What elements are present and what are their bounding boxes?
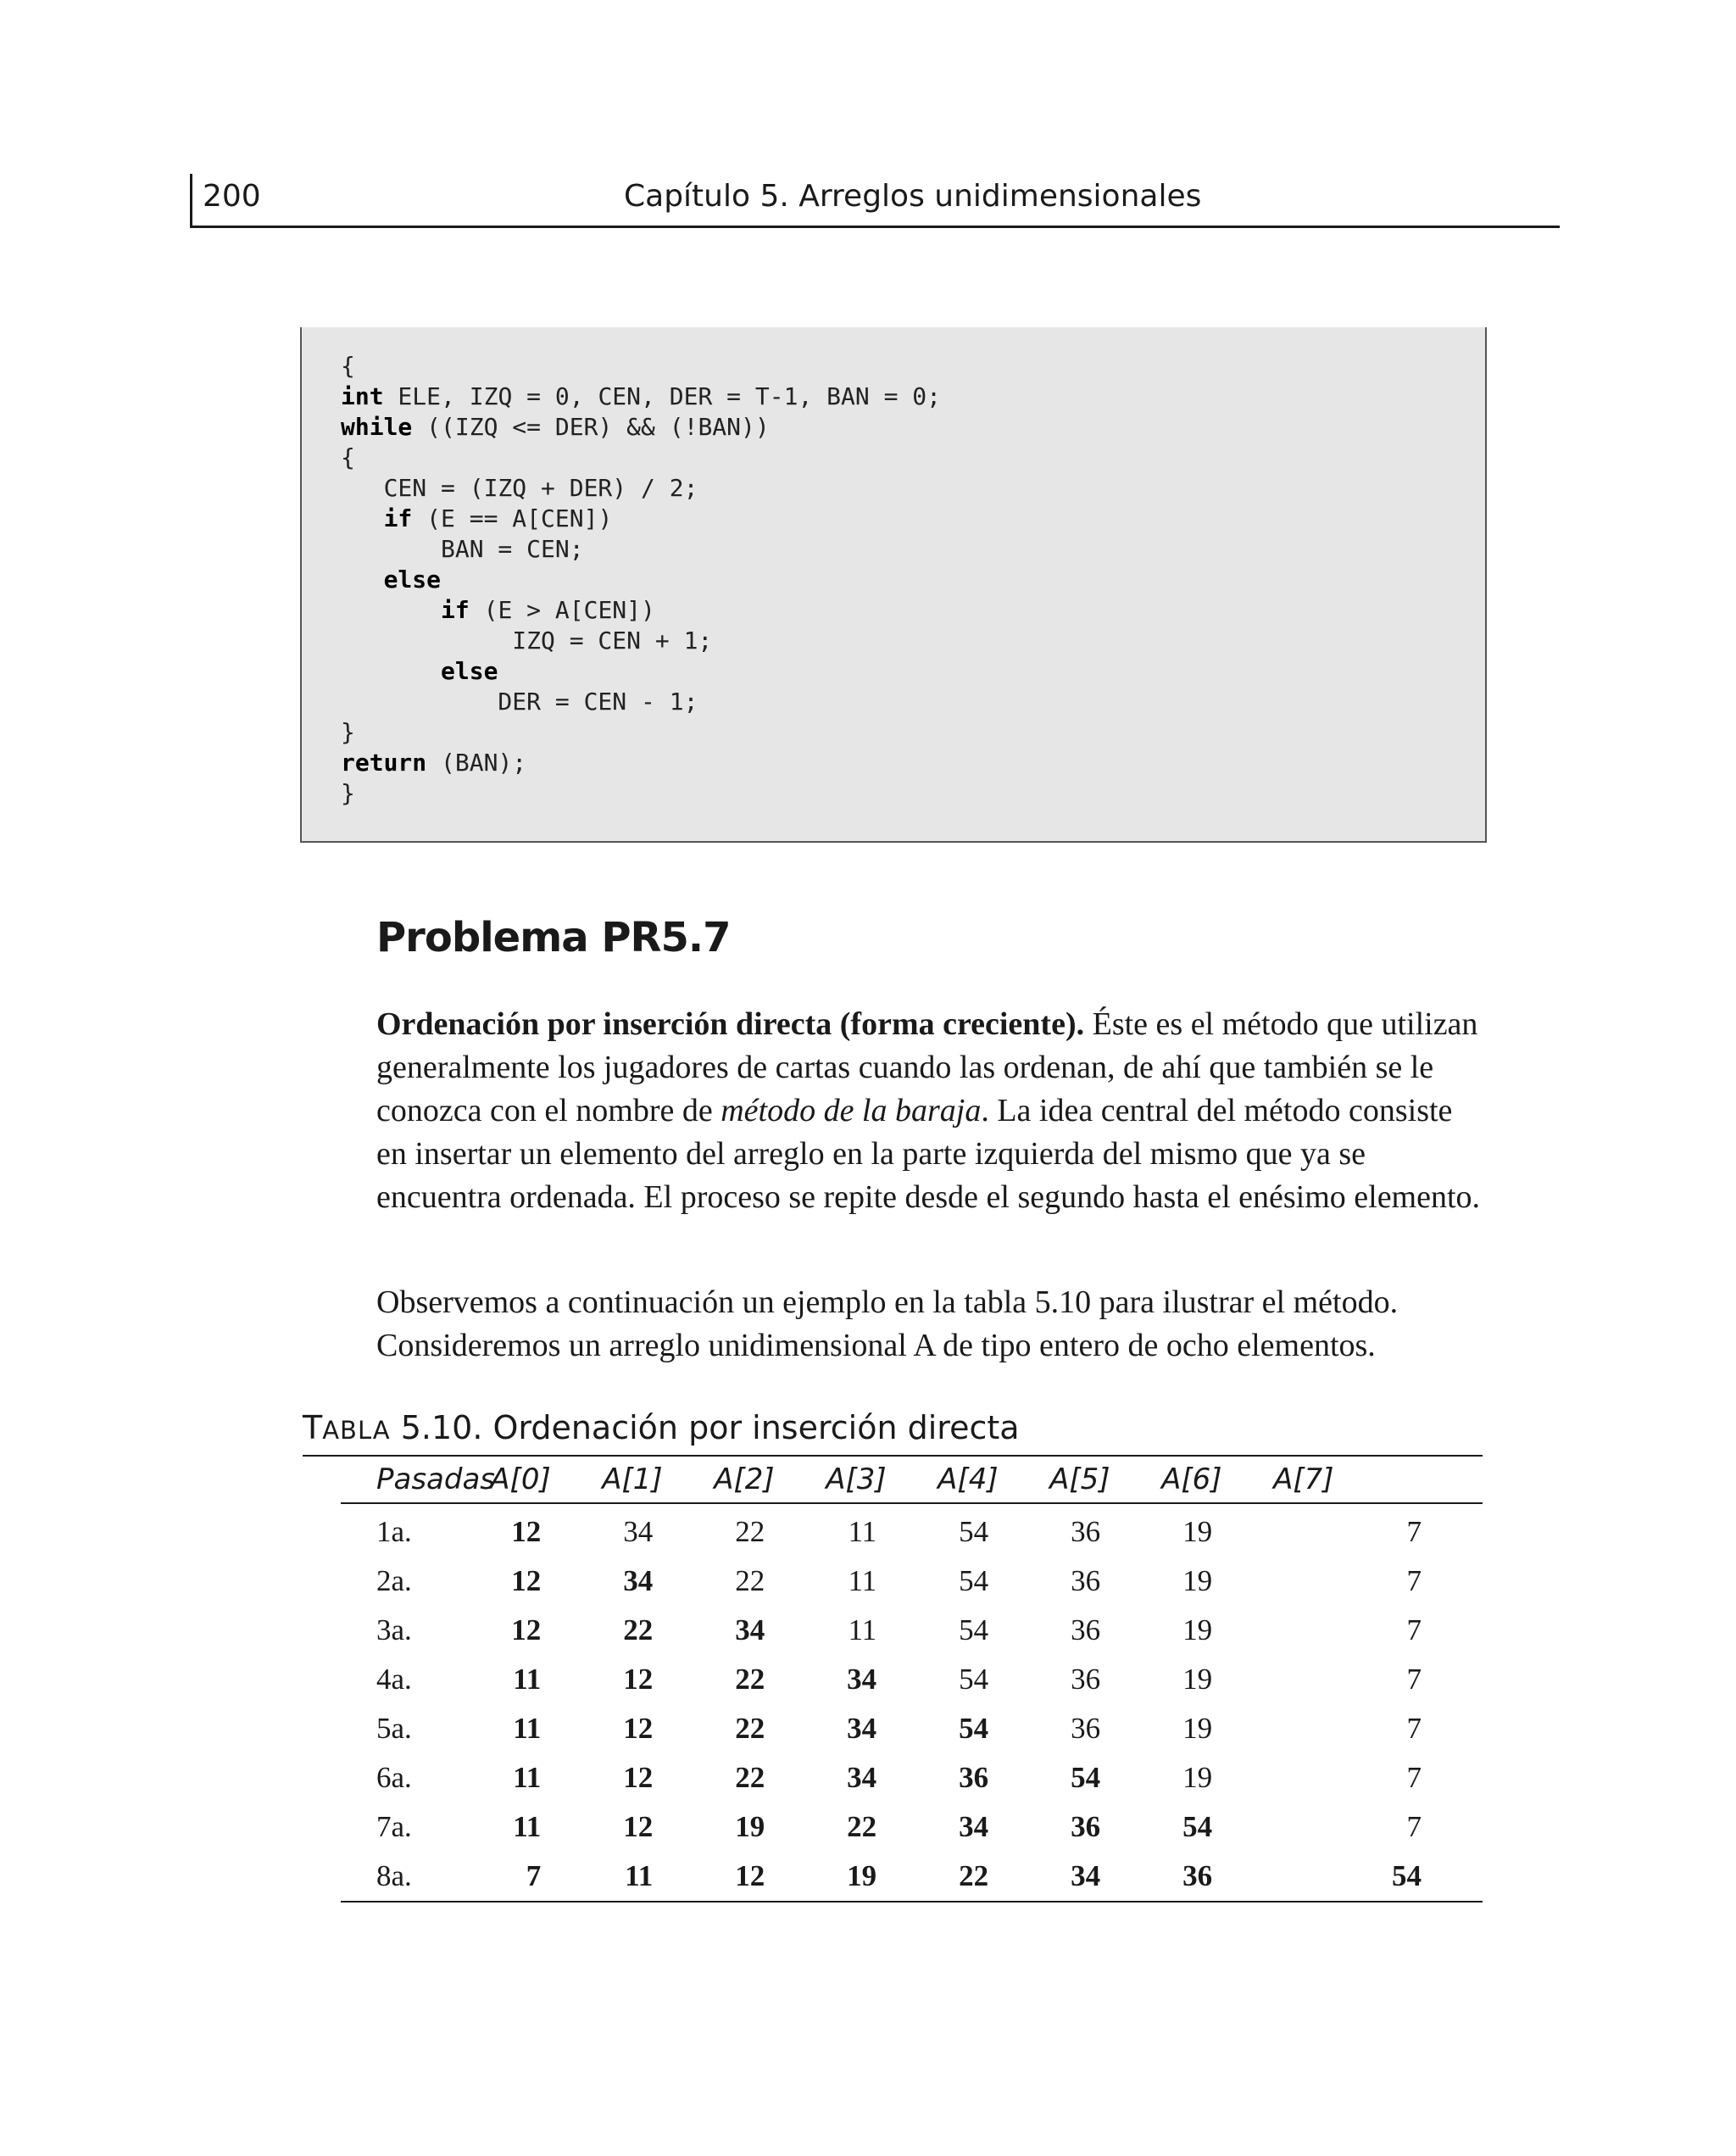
code-text (341, 565, 384, 593)
value-cell: 54 (1071, 1761, 1101, 1794)
caption-label-rest: ABLA (322, 1416, 391, 1445)
value-cell: 22 (735, 1564, 765, 1597)
code-line (341, 565, 941, 595)
code-text: IZQ = CEN + 1; (341, 627, 713, 655)
code-text: } (341, 718, 355, 746)
value-cell: 34 (847, 1761, 877, 1794)
table-body (341, 1503, 1483, 1902)
column-header-a0: A[0] (490, 1457, 602, 1503)
table-row (341, 1802, 1483, 1852)
value-cell: 34 (1049, 1852, 1161, 1902)
value-cell: 54 (959, 1515, 989, 1548)
value-cell: 11 (513, 1761, 542, 1794)
code-text: BAN = CEN; (341, 535, 584, 563)
value-cell: 11 (513, 1810, 542, 1843)
value-cell: 19 (1182, 1564, 1213, 1597)
description-text-before: Éste es el método que utilizan generalmente los jugadores de cartas cuando las ordenan, de ahí que también se le conozca con el nombre de (376, 1006, 1478, 1128)
code-text: ELE, IZQ = 0, CEN, DER = T-1, BAN = 0; (383, 382, 942, 410)
code-block (341, 351, 941, 809)
value-cell: 7 (1406, 1712, 1422, 1745)
value-cell: 7 (1406, 1564, 1422, 1597)
pass-cell: 8a. (341, 1852, 490, 1902)
value-cell: 34 (847, 1712, 877, 1745)
value-cell: 54 (1182, 1810, 1213, 1843)
code-line (341, 443, 941, 473)
code-line (341, 504, 941, 534)
code-text: { (341, 352, 355, 380)
value-cell: 12 (623, 1810, 654, 1843)
page-number: 200 (203, 179, 261, 214)
code-text: ((IZQ <= DER) && (!BAN)) (412, 413, 770, 441)
code-text (341, 504, 384, 532)
page-header (190, 174, 1560, 228)
value-cell: 11 (848, 1515, 877, 1548)
value-cell: 11 (848, 1564, 877, 1597)
value-cell: 19 (1182, 1663, 1213, 1696)
code-listing (300, 327, 1487, 843)
code-line (341, 626, 941, 656)
code-keyword: while (341, 413, 413, 441)
value-cell: 34 (623, 1564, 654, 1597)
column-header-a1: A[1] (602, 1457, 714, 1503)
value-cell: 7 (1406, 1613, 1422, 1646)
value-cell: 19 (735, 1810, 765, 1843)
code-text: (E == A[CEN]) (412, 504, 613, 532)
value-cell: 36 (1071, 1613, 1101, 1646)
problem-description (376, 1003, 1488, 1219)
description-italic-term: método de la baraja (721, 1093, 982, 1128)
value-cell: 19 (1182, 1761, 1213, 1794)
value-cell: 22 (623, 1613, 654, 1646)
value-cell: 54 (959, 1613, 989, 1646)
code-line (341, 656, 941, 687)
column-header-a4: A[4] (938, 1457, 1049, 1503)
value-cell: 54 (959, 1564, 989, 1597)
value-cell: 34 (959, 1810, 989, 1843)
column-header-a6: A[6] (1161, 1457, 1273, 1503)
column-header-a7: A[7] (1273, 1457, 1483, 1503)
pass-cell: 7a. (376, 1810, 412, 1843)
code-line (341, 534, 941, 565)
value-cell: 22 (735, 1663, 765, 1696)
value-cell: 11 (602, 1852, 714, 1902)
value-cell: 36 (1071, 1515, 1101, 1548)
pass-cell: 1a. (376, 1515, 412, 1548)
code-line (341, 412, 941, 443)
pass-cell: 3a. (376, 1613, 412, 1646)
code-text: CEN = (IZQ + DER) / 2; (341, 474, 698, 502)
value-cell: 7 (1406, 1663, 1422, 1696)
value-cell: 19 (1182, 1712, 1213, 1745)
value-cell: 22 (735, 1515, 765, 1548)
code-keyword: else (441, 657, 498, 685)
value-cell: 36 (1071, 1810, 1101, 1843)
code-text: { (341, 443, 355, 471)
value-cell: 54 (959, 1712, 989, 1745)
value-cell: 12 (623, 1761, 654, 1794)
code-keyword: return (341, 749, 427, 777)
code-line (341, 382, 941, 412)
value-cell: 22 (938, 1852, 1049, 1902)
problem-lead-in: Ordenación por inserción directa (forma creciente). (376, 1006, 1085, 1042)
pass-cell: 2a. (376, 1564, 412, 1597)
pass-cell: 6a. (376, 1761, 412, 1794)
column-header-pasadas: Pasadas (341, 1457, 490, 1503)
code-line (341, 351, 941, 382)
value-cell: 7 (1406, 1810, 1422, 1843)
table-row (341, 1704, 1483, 1753)
code-line (341, 687, 941, 717)
code-keyword: if (441, 596, 470, 624)
table-header-row (341, 1457, 1483, 1503)
insertion-sort-table (341, 1457, 1483, 1903)
code-line (341, 778, 941, 809)
code-text (341, 657, 441, 685)
value-cell: 19 (826, 1852, 938, 1902)
value-cell: 54 (1273, 1852, 1483, 1902)
value-cell: 34 (847, 1663, 877, 1696)
code-line (341, 595, 941, 626)
problem-title: Problema PR5.7 (376, 914, 731, 961)
column-header-a3: A[3] (826, 1457, 938, 1503)
code-line (341, 473, 941, 504)
code-text: (E > A[CEN]) (469, 596, 655, 624)
table-row (341, 1606, 1483, 1655)
description-text-after: . La idea central del método consiste en insertar un elemento del arreglo en la parte izquierda del mismo que ya se encuentra ordenada. El proceso se repite desde el segundo hasta el enésimo elemento. (376, 1093, 1481, 1215)
code-text: DER = CEN - 1; (341, 688, 698, 716)
value-cell: 7 (490, 1852, 602, 1902)
value-cell: 19 (1182, 1613, 1213, 1646)
caption-label-initial: T (303, 1409, 323, 1446)
code-text (341, 596, 441, 624)
column-header-a2: A[2] (714, 1457, 826, 1503)
code-line (341, 717, 941, 748)
table-caption (303, 1409, 1020, 1446)
value-cell: 36 (1071, 1663, 1101, 1696)
value-cell: 11 (848, 1613, 877, 1646)
value-cell: 36 (1071, 1564, 1101, 1597)
code-keyword: int (341, 382, 384, 410)
value-cell: 12 (623, 1712, 654, 1745)
caption-text: 5.10. Ordenación por inserción directa (390, 1409, 1020, 1446)
value-cell: 11 (513, 1712, 542, 1745)
value-cell: 22 (735, 1712, 765, 1745)
table-row (341, 1557, 1483, 1606)
value-cell: 34 (623, 1515, 654, 1548)
pass-cell: 4a. (376, 1663, 412, 1696)
table-row (341, 1655, 1483, 1704)
column-header-a5: A[5] (1049, 1457, 1161, 1503)
value-cell: 7 (1406, 1761, 1422, 1794)
value-cell: 36 (1071, 1712, 1101, 1745)
value-cell: 12 (511, 1613, 542, 1646)
table-row (341, 1753, 1483, 1802)
value-cell: 12 (511, 1515, 542, 1548)
running-title: Capítulo 5. Arreglos unidimensionales (624, 179, 1202, 214)
table-row (341, 1852, 1483, 1902)
code-keyword: if (383, 504, 413, 532)
code-keyword: else (383, 565, 442, 593)
code-text: } (341, 779, 355, 807)
value-cell: 7 (1406, 1515, 1422, 1548)
value-cell: 12 (714, 1852, 826, 1902)
value-cell: 12 (623, 1663, 654, 1696)
value-cell: 36 (959, 1761, 989, 1794)
value-cell: 36 (1161, 1852, 1273, 1902)
value-cell: 34 (735, 1613, 765, 1646)
table-row (341, 1503, 1483, 1557)
code-text: (BAN); (426, 749, 527, 777)
code-line (341, 748, 941, 778)
value-cell: 12 (511, 1564, 542, 1597)
value-cell: 11 (513, 1663, 542, 1696)
value-cell: 22 (847, 1810, 877, 1843)
value-cell: 19 (1182, 1515, 1213, 1548)
example-intro: Observemos a continuación un ejemplo en la tabla 5.10 para ilustrar el método. Consideremos un arreglo unidimensional A de tipo entero de ocho elementos. (376, 1284, 1399, 1363)
value-cell: 54 (959, 1663, 989, 1696)
value-cell: 22 (735, 1761, 765, 1794)
pass-cell: 5a. (376, 1712, 412, 1745)
